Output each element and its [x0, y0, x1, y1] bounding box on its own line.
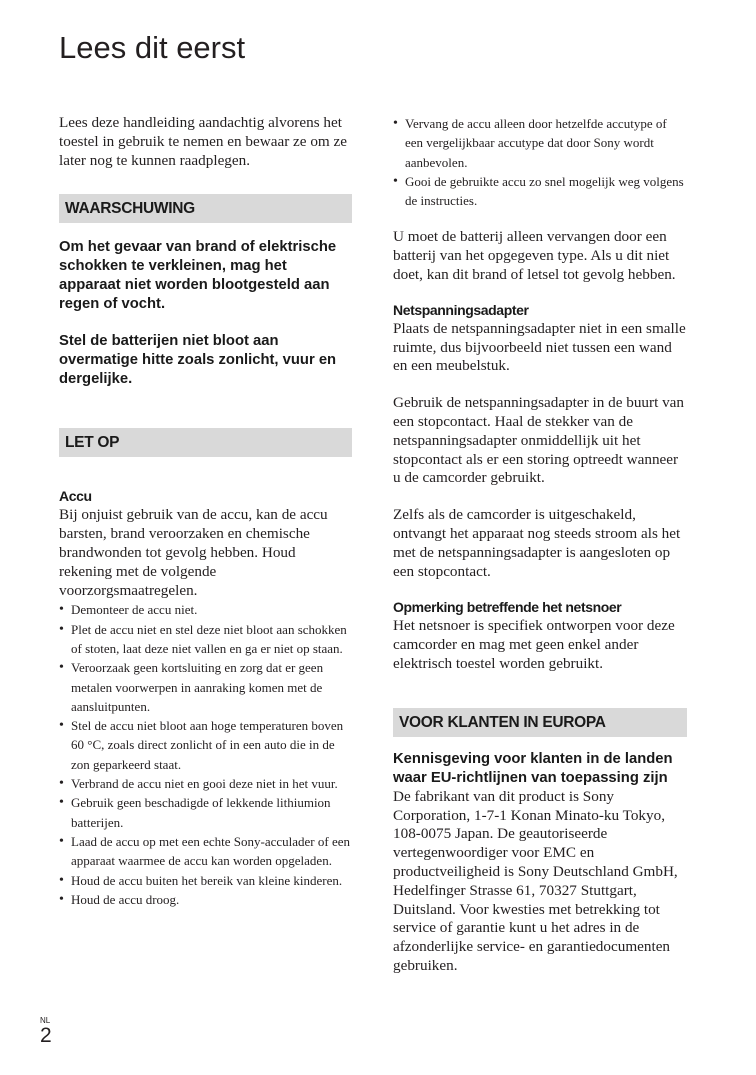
warning-text-fire: Om het gevaar van brand of elektrische schokken te verkleinen, mag het apparaat niet worden blootgesteld aan regen of vocht.	[59, 239, 337, 313]
battery-replacement-list	[393, 114, 687, 210]
battery-replacement-note: U moet de batterij alleen vervangen door een batterij van het opgegeven type. Als u dit niet doet, kan dit brand of letsel tot gevolg hebben.	[393, 228, 676, 284]
list-item: • Houd de accu buiten het bereik van kleine kinderen.	[59, 871, 352, 890]
list-item: • Gooi de gebruikte accu zo snel mogelijk weg volgens de instructies.	[393, 172, 687, 211]
adapter-paragraph-3: Zelfs als de camcorder is uitgeschakeld, ontvangt het apparaat nog steeds stroom als het met de netspanningsadapter is aangesloten op een stopcontact.	[393, 506, 681, 580]
list-item: • Stel de accu niet bloot aan hoge temperaturen boven 60 °C, zoals direct zonlicht of in een auto die in de zon geparkeerd staat.	[59, 716, 352, 774]
battery-precautions-list	[59, 600, 352, 909]
eu-notice-subheading: Kennisgeving voor klanten in de landen waar EU-richtlijnen van toepassing zijn	[393, 750, 673, 786]
list-item: • Plet de accu niet en stel deze niet bloot aan schokken of stoten, laat deze niet vallen en ga er niet op staan.	[59, 620, 352, 659]
adapter-heading: Netspanningsadapter	[393, 301, 529, 318]
list-item: • Veroorzaak geen kortsluiting en zorg dat er geen metalen voorwerpen in aanraking komen met de aansluitpunten.	[59, 658, 352, 716]
list-item: • Laad de accu op met een echte Sony-acculader of een apparaat waarmee de accu kan worden opgeladen.	[59, 832, 352, 871]
warning-heading: WAARSCHUWING	[59, 194, 352, 223]
eu-notice-text: De fabrikant van dit product is Sony Corporation, 1-7-1 Konan Minato-ku Tokyo, 108-0075 Japan. De geautoriseerde vertegenwoordiger voor EMC en productveiligheid is Sony Deutschland GmbH, Hedelfinger Strasse 61, 70327 Stuttgart, Duitsland. Voor kwesties met betrekking tot service of garantie kunt u het adres in de afzonderlijke service- en garantiedocumenten gebruiken.	[393, 787, 678, 974]
list-item: • Verbrand de accu niet en gooi deze niet in het vuur.	[59, 774, 352, 793]
list-item: • Vervang de accu alleen door hetzelfde accutype of een vergelijkbaar accutype dat door Sony wordt aanbevolen.	[393, 114, 687, 172]
adapter-paragraph-1: Plaats de netspanningsadapter niet in een smalle ruimte, dus bijvoorbeeld niet tussen een wand en een meubelstuk.	[393, 319, 686, 375]
list-item: • Gebruik geen beschadigde of lekkende lithiumion batterijen.	[59, 793, 352, 832]
list-item: • Demonteer de accu niet.	[59, 600, 352, 619]
caution-heading: LET OP	[59, 428, 352, 457]
intro-paragraph: Lees deze handleiding aandachtig alvorens het toestel in gebruik te nemen en bewaar ze om ze later nog te kunnen raadplegen.	[59, 114, 348, 169]
battery-intro: Bij onjuist gebruik van de accu, kan de accu barsten, brand veroorzaken en chemische brandwonden tot gevolg hebben. Houd rekening met de volgende voorzorgsmaatregelen.	[59, 506, 328, 599]
europe-heading: VOOR KLANTEN IN EUROPA	[393, 708, 687, 737]
list-item: • Houd de accu droog.	[59, 890, 352, 909]
page-number-value: 2	[40, 1024, 52, 1047]
page-number	[40, 1016, 52, 1047]
battery-heading: Accu	[59, 488, 92, 505]
page-title: Lees dit eerst	[59, 30, 246, 65]
right-column	[393, 114, 687, 976]
warning-text-heat: Stel de batterijen niet bloot aan overmatige hitte zoals zonlicht, vuur en dergelijke.	[59, 333, 337, 388]
left-column	[59, 114, 352, 909]
power-cord-text: Het netsnoer is specifiek ontworpen voor deze camcorder en mag met geen enkel ander elektrisch toestel worden gebruikt.	[393, 617, 675, 673]
page-language-code: NL	[40, 1016, 51, 1025]
adapter-paragraph-2: Gebruik de netspanningsadapter in de buurt van een stopcontact. Haal de stekker van de netspanningsadapter onmiddellijk uit het stopcontact als er een storing optreedt wanneer u de camcorder gebruikt.	[393, 394, 685, 487]
power-cord-heading: Opmerking betreffende het netsnoer	[393, 599, 622, 616]
